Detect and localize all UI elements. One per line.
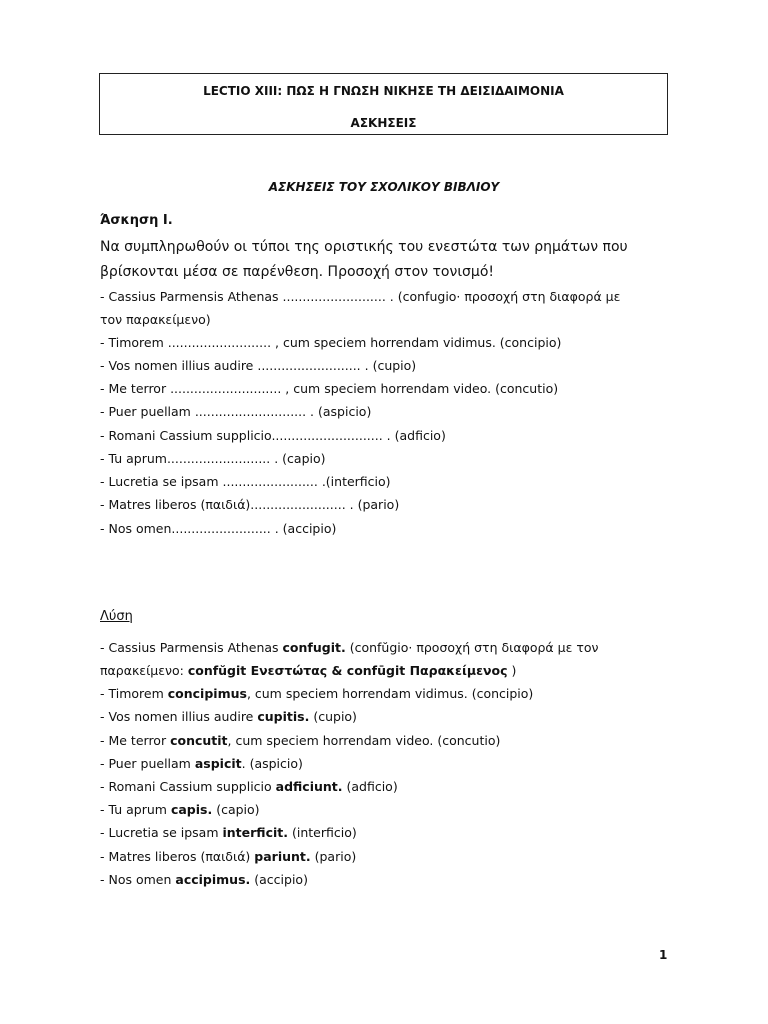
solution-text: παρακείμενο: — [100, 663, 188, 678]
solution-text: - Puer puellam — [100, 756, 195, 771]
exercise-item: - Lucretia se ipsam ........................ .(interficio) — [100, 474, 391, 489]
solution-text: - Romani Cassium supplicio — [100, 779, 276, 794]
solution-text: (interficio) — [288, 825, 357, 840]
solution-answer: capis. — [170, 802, 213, 817]
solution-item — [100, 686, 533, 701]
solution-item — [100, 779, 398, 794]
exercise-item: - Romani Cassium supplicio............................ . (adficio) — [100, 428, 446, 443]
exercise-label: Άσκηση Ι. — [100, 213, 173, 228]
solution-text: - Tu aprum — [100, 802, 171, 817]
solution-answer: adficiunt. — [275, 779, 343, 794]
solution-text: (pario) — [310, 849, 357, 864]
page-number: 1 — [659, 948, 668, 962]
solution-text: . (aspicio) — [241, 756, 303, 771]
solution-answer: concipimus — [167, 686, 247, 701]
solution-item — [100, 709, 357, 724]
solution-item — [100, 640, 598, 655]
solution-answer: pariunt. — [254, 849, 311, 864]
solution-text: , cum speciem horrendam video. (concutio) — [227, 733, 501, 748]
solution-text: (adficio) — [342, 779, 398, 794]
solution-text: (confŭgio· προσοχή στη διαφορά με τον — [345, 640, 599, 655]
solution-label: Λύση — [100, 609, 133, 624]
solution-text: - Vos nomen illius audire — [100, 709, 258, 724]
exercise-item: - Timorem .......................... , cum speciem horrendam vidimus. (concipio) — [100, 335, 562, 350]
exercise-item: - Vos nomen illius audire .......................... . (cupio) — [100, 358, 417, 373]
solution-item — [100, 663, 516, 678]
exercise-item: - Me terror ............................ , cum speciem horrendam video. (concutio) — [100, 381, 559, 396]
solution-text: - Matres liberos (παιδιά) — [100, 849, 255, 864]
title-box — [99, 73, 668, 135]
exercise-item: - Nos omen......................... . (accipio) — [100, 521, 337, 536]
solution-item — [100, 872, 308, 887]
solution-item — [100, 825, 357, 840]
solution-text: ) — [507, 663, 517, 678]
exercise-item: - Cassius Parmensis Athenas .......................... . (confugio· προσοχή στη διαφορά με — [100, 289, 621, 304]
solution-text: - Timorem — [100, 686, 168, 701]
solution-item — [100, 849, 356, 864]
solution-text: , cum speciem horrendam vidimus. (concipio) — [246, 686, 534, 701]
solution-text: - Lucretia se ipsam — [100, 825, 223, 840]
solution-item — [100, 756, 303, 771]
solution-answer: concutit — [170, 733, 228, 748]
document-title: LECTIO XIII: ΠΩΣ Η ΓΝΩΣΗ ΝΙΚΗΣΕ ΤΗ ΔΕΙΣΙΔΑΙΜΟΝΙΑ — [203, 84, 564, 98]
exercise-item: - Tu aprum.......................... . (capio) — [100, 451, 326, 466]
solution-answer: confugit. — [282, 640, 346, 655]
solution-text: - Me terror — [100, 733, 171, 748]
solution-item — [100, 733, 500, 748]
solution-answer: aspicit — [194, 756, 242, 771]
exercise-item: - Puer puellam ............................ . (aspicio) — [100, 404, 372, 419]
solution-answer: interficit. — [222, 825, 288, 840]
section-heading: ΑΣΚΗΣΕΙΣ ΤΟΥ ΣΧΟΛΙΚΟΥ ΒΙΒΛΙΟΥ — [268, 180, 500, 194]
exercise-item: - Matres liberos (παιδιά)........................ . (pario) — [100, 497, 400, 512]
document-subtitle: ΑΣΚΗΣΕΙΣ — [350, 116, 417, 130]
solution-text: (capio) — [212, 802, 260, 817]
exercise-item: τον παρακείμενο) — [100, 312, 211, 327]
solution-answer: confŭgit Ενεστώτας & confūgit Παρακείμενος — [187, 663, 508, 678]
solution-text: - Cassius Parmensis Athenas — [100, 640, 283, 655]
solution-answer: accipimus. — [175, 872, 251, 887]
solution-text: (accipio) — [250, 872, 308, 887]
solution-item — [100, 802, 260, 817]
solution-answer: cupitis. — [257, 709, 310, 724]
solution-text: - Nos omen — [100, 872, 176, 887]
exercise-instructions: Να συμπληρωθούν οι τύποι της οριστικής του ενεστώτα των ρημάτων που βρίσκονται μέσα σε παρένθεση. Προσοχή στον τονισμό! — [100, 239, 628, 280]
solution-text: (cupio) — [309, 709, 357, 724]
